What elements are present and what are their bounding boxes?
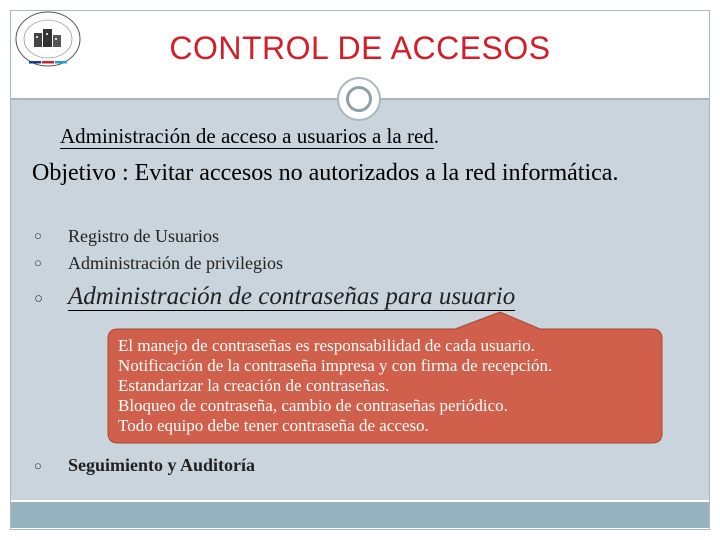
- bullet-icon: ○: [34, 458, 42, 473]
- callout-line: El manejo de contraseñas es responsabilidad de cada usuario.: [118, 336, 535, 355]
- callout-line: Notificación de la contraseña impresa y con firma de recepción.: [118, 356, 553, 375]
- list-item-contrasenas-label: Administración de contraseñas para usuario: [68, 283, 516, 310]
- objective-label: Objetivo :: [32, 160, 129, 186]
- bullet-icon: ○: [34, 291, 44, 307]
- list-item-privilegios: Administración de privilegios: [68, 253, 283, 273]
- callout-line: Todo equipo debe tener contraseña de acceso.: [118, 416, 429, 435]
- page-title: CONTROL DE ACCESOS: [169, 30, 551, 66]
- callout-text: [118, 336, 658, 436]
- callout-line: Estandarizar la creación de contraseñas.: [118, 376, 390, 395]
- list-item-seguimiento: Seguimiento y Auditoría: [68, 455, 256, 475]
- subtitle-text: Administración de acceso a usuarios a la red: [60, 124, 434, 148]
- list-item-registro: Registro de Usuarios: [68, 226, 219, 246]
- bullet-icon: ○: [34, 228, 42, 243]
- subtitle-period: .: [433, 124, 440, 148]
- objective-text: Evitar accesos no autorizados a la red informática.: [134, 160, 619, 186]
- callout-line: Bloqueo de contraseña, cambio de contraseñas periódico.: [118, 396, 508, 415]
- bullet-icon: ○: [34, 255, 42, 270]
